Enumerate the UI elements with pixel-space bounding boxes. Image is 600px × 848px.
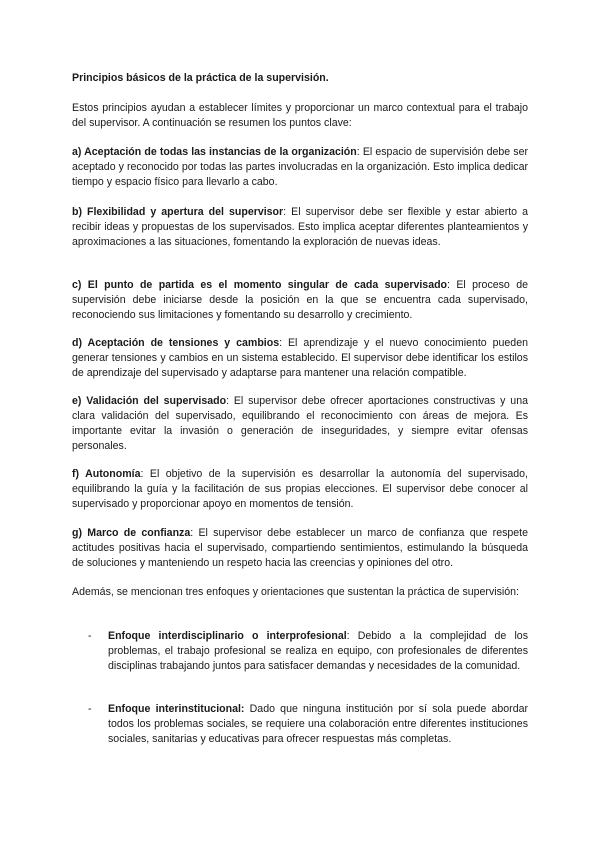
approach-interdisciplinary-heading: Enfoque interdisciplinario o interprofesional bbox=[108, 630, 347, 642]
approach-interdisciplinary-text bbox=[108, 629, 528, 674]
principle-g bbox=[72, 526, 528, 571]
principle-b bbox=[72, 205, 528, 250]
approach-interinstitutional-text bbox=[108, 702, 528, 747]
principle-a bbox=[72, 145, 528, 190]
principle-c-heading: c) El punto de partida es el momento singular de cada supervisado bbox=[72, 279, 448, 291]
principle-f-heading: f) Autonomía bbox=[72, 468, 141, 480]
approach-interinstitutional-heading: Enfoque interinstitucional: bbox=[108, 703, 245, 715]
approaches-intro: Además, se mencionan tres enfoques y orientaciones que sustentan la práctica de supervisión: bbox=[72, 586, 519, 598]
principle-b-heading: b) Flexibilidad y apertura del supervisor bbox=[72, 206, 284, 218]
approach-interdisciplinary-body: : Debido a la complejidad de los problemas, el trabajo profesional se realiza en equipo, con profesionales de diferentes disciplinas trabajando juntos para satisfacer demandas y necesidades de la comunidad. bbox=[108, 630, 528, 672]
approach-interinstitutional-body: Dado que ninguna institución por sí sola puede abordar todos los problemas sociales, se requiere una colaboración entre diferentes instituciones sociales, sanitarias y educativas para ofrecer respuestas más completas. bbox=[108, 703, 529, 745]
bullet-dash: - bbox=[88, 630, 92, 642]
principle-a-text: : El espacio de supervisión debe ser aceptado y reconocido por todas las partes involucradas en la organización. Esto implica dedicar tiempo y espacio físico para llevarlo a cabo. bbox=[72, 146, 528, 188]
principle-f-text: : El objetivo de la supervisión es desarrollar la autonomía del supervisado, equilibrando la guía y la facilitación de sus propias elecciones. El supervisor debe conocer al supervisado y proporcionar apoyo en momentos de tensión. bbox=[72, 468, 528, 510]
principle-g-text: : El supervisor debe establecer un marco de confianza que respete actitudes positivas hacia el supervisado, compartiendo sentimientos, estimulando la búsqueda de soluciones y manteniendo un respeto hacia las creencias y opiniones del otro. bbox=[72, 527, 529, 569]
principle-c bbox=[72, 278, 528, 323]
principle-b-text: : El supervisor debe ser flexible y estar abierto a recibir ideas y propuestas de los supervisados. Esto implica aceptar diferentes planteamientos y aproximaciones a las situaciones, fomentando la exploración de nuevas ideas. bbox=[72, 206, 528, 248]
principle-g-heading: g) Marco de confianza bbox=[72, 527, 191, 539]
principle-d-heading: d) Aceptación de tensiones y cambios bbox=[72, 337, 280, 349]
document-title: Principios básicos de la práctica de la supervisión. bbox=[72, 72, 329, 84]
principle-e-text: : El supervisor debe ofrecer aportaciones constructivas y una clara validación del supervisado, equilibrando el reconocimiento con áreas de mejora. Es importante evitar la invasión o generación de inseguridades, y siempre evitar ofensas personales. bbox=[72, 395, 528, 452]
principle-d bbox=[72, 336, 528, 381]
intro-paragraph: Estos principios ayudan a establecer límites y proporcionar un marco contextual para el trabajo del supervisor. A continuación se resumen los puntos clave: bbox=[72, 102, 528, 129]
bullet-dash: - bbox=[88, 703, 92, 715]
principle-e bbox=[72, 394, 528, 454]
principle-a-heading: a) Aceptación de todas las instancias de la organización bbox=[72, 146, 357, 158]
principle-d-text: : El aprendizaje y el nuevo conocimiento pueden generar tensiones y cambios en un sistema establecido. El supervisor debe identificar los estilos de aprendizaje del supervisado y adaptarse para mantener una relación compatible. bbox=[72, 337, 528, 379]
principle-c-text: : El proceso de supervisión debe iniciarse desde la posición en la que se encuentra cada supervisado, reconociendo sus limitaciones y fomentando su desarrollo y crecimiento. bbox=[72, 279, 528, 321]
principle-e-heading: e) Validación del supervisado bbox=[72, 395, 227, 407]
principle-f bbox=[72, 467, 528, 512]
